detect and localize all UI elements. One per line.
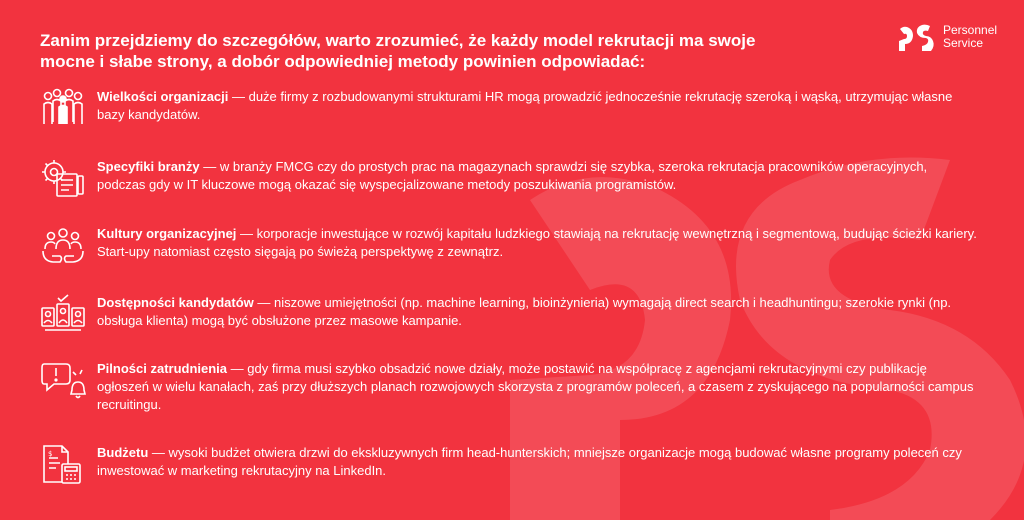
brand-name-line2: Service [943, 36, 984, 50]
item-title: Kultury organizacyjnej [97, 226, 237, 241]
list-item-hiring-urgency [40, 360, 990, 414]
item-text [97, 225, 977, 265]
list-item-candidate-availability [40, 294, 990, 334]
item-description: — w branży FMCG czy do prostych prac na magazynach sprawdzi się szybka, szeroka rekrutacja pracowników operacyjnych, podczas gdy w IT kluczowe mogą okazać się wyspecjalizowane metody poszukiwania programistów. [97, 159, 928, 192]
item-description: — duże firmy z rozbudowanymi strukturami HR mogą prowadzić jednocześnie rekrutację szeroką i wąską, utrzymując własne bazy kandydatów. [97, 89, 953, 122]
item-text [97, 88, 977, 128]
item-text [97, 444, 977, 484]
personnel-service-logo-icon [897, 23, 935, 51]
brand-name-line1: Personnel [943, 23, 998, 37]
item-title: Pilności zatrudnienia [97, 361, 228, 376]
svg-text:$: $ [48, 450, 53, 458]
item-title: Dostępności kandydatów [97, 295, 254, 310]
candidate-profiles-icon [40, 294, 86, 334]
item-description: — korporacje inwestujące w rozwój kapitału ludzkiego stawiają na rekrutację wewnętrzną i segmentową, budując ścieżki kariery. Start-upy natomiast często sięgają po świeżą perspektywę z zewnątrz. [97, 226, 977, 259]
list-item-organizational-culture [40, 225, 990, 265]
item-title: Specyfiki branży [97, 159, 200, 174]
people-group-icon [40, 88, 86, 128]
item-description: — niszowe umiejętności (np. machine learning, bioinżynieria) wymagają direct search i headhuntingu; szerokie rynki (np. obsługa klienta) mogą być obsłużone przez masowe kampanie. [97, 295, 952, 328]
list-item-budget [40, 444, 990, 484]
brand-name [943, 24, 997, 50]
gear-document-icon [40, 158, 86, 198]
item-text [97, 158, 977, 198]
item-text [97, 294, 977, 334]
urgent-alert-icon [40, 360, 86, 400]
item-title: Wielkości organizacji [97, 89, 229, 104]
item-text [97, 360, 977, 414]
list-item-industry-specifics [40, 158, 990, 198]
page-headline: Zanim przejdziemy do szczegółów, warto zrozumieć, że każdy model rekrutacji ma swoje mocne i słabe strony, a dobór odpowiedniej metody powinien odpowiadać: [40, 31, 756, 71]
list-item-organization-size [40, 88, 990, 128]
budget-calculator-icon [40, 444, 86, 484]
item-description: — wysoki budżet otwiera drzwi do ekskluzywnych firm head-hunterskich; mniejsze organizacje mogą budować własne programy poleceń czy inwestować w marketing rekrutacyjny na LinkedIn. [97, 445, 962, 478]
brand-logo[interactable] [897, 23, 997, 51]
item-description: — gdy firma musi szybko obsadzić nowe działy, może postawić na współpracę z agencjami rekrutacyjnymi czy publikację ogłoszeń w wielu kanałach, zaś przy dłuższych planach rozwojowych skorzysta z programów poleceń, a czasem z zyskującego na popularności campus recruitingu. [97, 361, 974, 412]
item-title: Budżetu [97, 445, 149, 460]
team-hands-icon [40, 225, 86, 265]
